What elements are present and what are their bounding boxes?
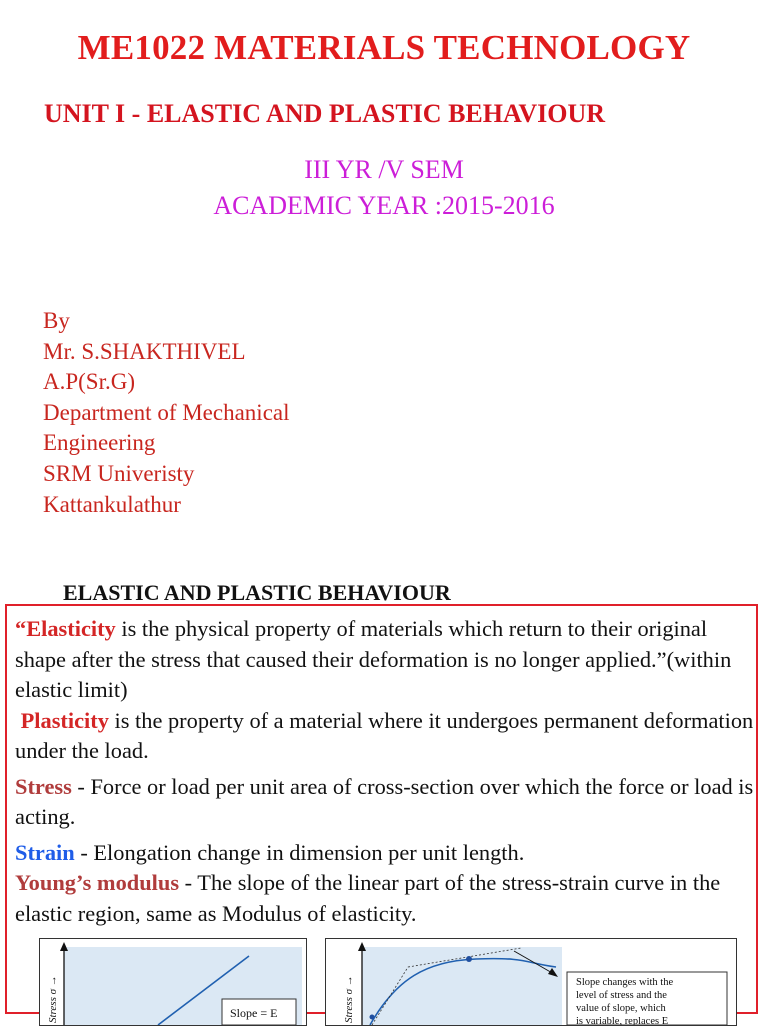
callout-line-1: Slope changes with the bbox=[576, 977, 674, 988]
section-heading: ELASTIC AND PLASTIC BEHAVIOUR bbox=[63, 580, 451, 605]
strain-term: Strain bbox=[15, 839, 75, 865]
linear-stress-strain-figure bbox=[39, 938, 307, 1026]
elasticity-term: Elasticity bbox=[26, 616, 116, 641]
author-block bbox=[43, 306, 290, 520]
right-axis-label: Stress σ → bbox=[343, 975, 355, 1023]
author-dept-line2: Engineering bbox=[43, 430, 156, 456]
stress-term: Stress bbox=[15, 773, 72, 799]
nonlinear-curve-svg bbox=[326, 939, 736, 1025]
y-axis-arrow-icon bbox=[60, 942, 68, 951]
curve-point-marker bbox=[466, 956, 472, 962]
author-designation: A.P(Sr.G) bbox=[43, 369, 136, 395]
unit-title: UNIT I - ELASTIC AND PLASTIC BEHAVIOUR bbox=[44, 99, 606, 128]
elasticity-definition bbox=[15, 614, 755, 706]
year-block bbox=[0, 152, 768, 224]
author-name: Mr. S.SHAKTHIVEL bbox=[43, 338, 246, 364]
author-campus: Kattankulathur bbox=[43, 491, 181, 517]
youngs-term: Young’s modulus bbox=[15, 870, 180, 895]
youngs-definition bbox=[15, 868, 755, 929]
academic-year: ACADEMIC YEAR :2015-2016 bbox=[213, 191, 555, 220]
left-axis-label: Stress σ → bbox=[47, 975, 59, 1023]
author-by: By bbox=[43, 308, 70, 333]
stress-definition bbox=[15, 772, 755, 833]
author-dept-line1: Department of Mechanical bbox=[43, 399, 290, 425]
slope-label: Slope = E bbox=[230, 1006, 278, 1020]
elasticity-quote: “ bbox=[15, 616, 27, 641]
linear-curve-svg bbox=[40, 939, 306, 1025]
plasticity-definition bbox=[15, 706, 755, 767]
plot-background-right bbox=[362, 947, 562, 1025]
callout-line-4: is variable, replaces E bbox=[576, 1016, 669, 1025]
author-university: SRM Univeristy bbox=[43, 460, 195, 486]
course-title: ME1022 MATERIALS TECHNOLOGY bbox=[77, 28, 691, 67]
y-axis-arrow-right-icon bbox=[358, 942, 366, 951]
strain-text: - Elongation change in dimension per unit length. bbox=[74, 839, 525, 865]
year-sem: III YR /V SEM bbox=[304, 155, 464, 184]
plasticity-text: is the property of a material where it undergoes permanent deformation under the load. bbox=[15, 707, 754, 763]
youngs-text: - The slope of the linear part of the stress-strain curve in the elastic region, same as Modulus of elasticity. bbox=[15, 870, 721, 926]
definitions-text bbox=[15, 614, 755, 929]
stress-text: - Force or load per unit area of cross-section over which the force or load is acting. bbox=[15, 773, 754, 829]
strain-definition bbox=[15, 838, 755, 869]
callout-line-2: level of stress and the bbox=[576, 990, 667, 1001]
nonlinear-stress-strain-figure bbox=[325, 938, 737, 1026]
origin-point-marker bbox=[370, 1015, 375, 1020]
callout-line-3: value of slope, which bbox=[576, 1003, 666, 1014]
plasticity-term: Plasticity bbox=[20, 707, 109, 733]
elasticity-text: is the physical property of materials which return to their original shape after the stress that caused their deformation is no longer applied.”(within elastic limit) bbox=[15, 616, 732, 702]
